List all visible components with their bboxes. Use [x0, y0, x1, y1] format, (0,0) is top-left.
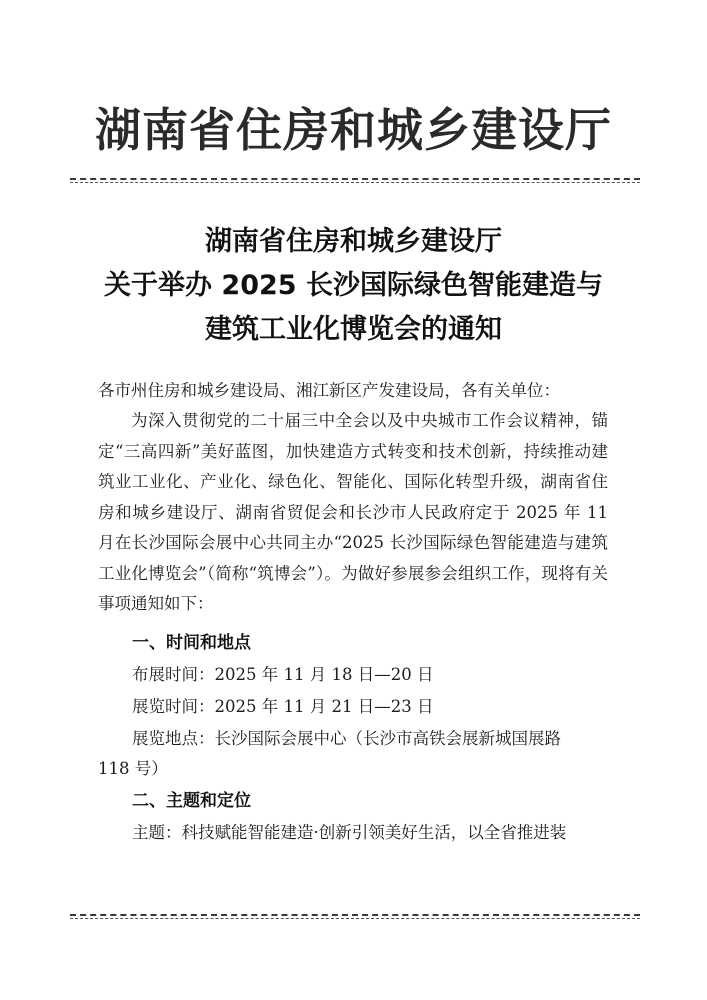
theme-text: 主题：科技赋能智能建造·创新引领美好生活，以全省推进装 [132, 823, 567, 842]
addressee: 各市州住房和城乡建设局、湘江新区产发建设局，各有关单位： [98, 381, 560, 400]
header-rule [70, 178, 640, 180]
notice-title-line-2: 关于举办 2025 长沙国际绿色智能建造与 [104, 270, 603, 301]
setup-time: 布展时间：2025 年 11 月 18 日—20 日 [132, 665, 434, 684]
footer-rule [70, 914, 640, 916]
exhibition-venue-continued: 118 号） [98, 759, 168, 778]
notice-title-line-3: 建筑工业化博览会的通知 [205, 314, 502, 345]
header-rule-thin [70, 182, 640, 183]
exhibition-venue: 展览地点：长沙国际会展中心（长沙市高铁会展新城国展路 [132, 729, 561, 748]
section-1-heading: 一、时间和地点 [132, 633, 251, 653]
masthead-title: 湖南省住房和城乡建设厅 [95, 103, 612, 157]
notice-title-line-1: 湖南省住房和城乡建设厅 [205, 226, 502, 257]
section-2-heading: 二、主题和定位 [132, 791, 251, 811]
intro-paragraph: 为深入贯彻党的二十届三中全会以及中央城市工作会议精神，锚定“三高四新”美好蓝图，加快建造方式转变和技术创新，持续推动建筑业工业化、产业化、绿色化、智能化、国际化转型升级，湖南省住房和城乡建设厅、湖南省贸促会和长沙市人民政府定于 2025 年 11 月在长沙国际会展中心共同主办“2025 长沙国际绿色智能建造与建筑工业化博览会”（简称“筑博会”）。为做好参展参会组织工作，现将有关事项通知如下： [98, 411, 608, 613]
exhibition-time: 展览时间：2025 年 11 月 21 日—23 日 [132, 697, 434, 716]
footer-rule-thin [70, 918, 640, 919]
